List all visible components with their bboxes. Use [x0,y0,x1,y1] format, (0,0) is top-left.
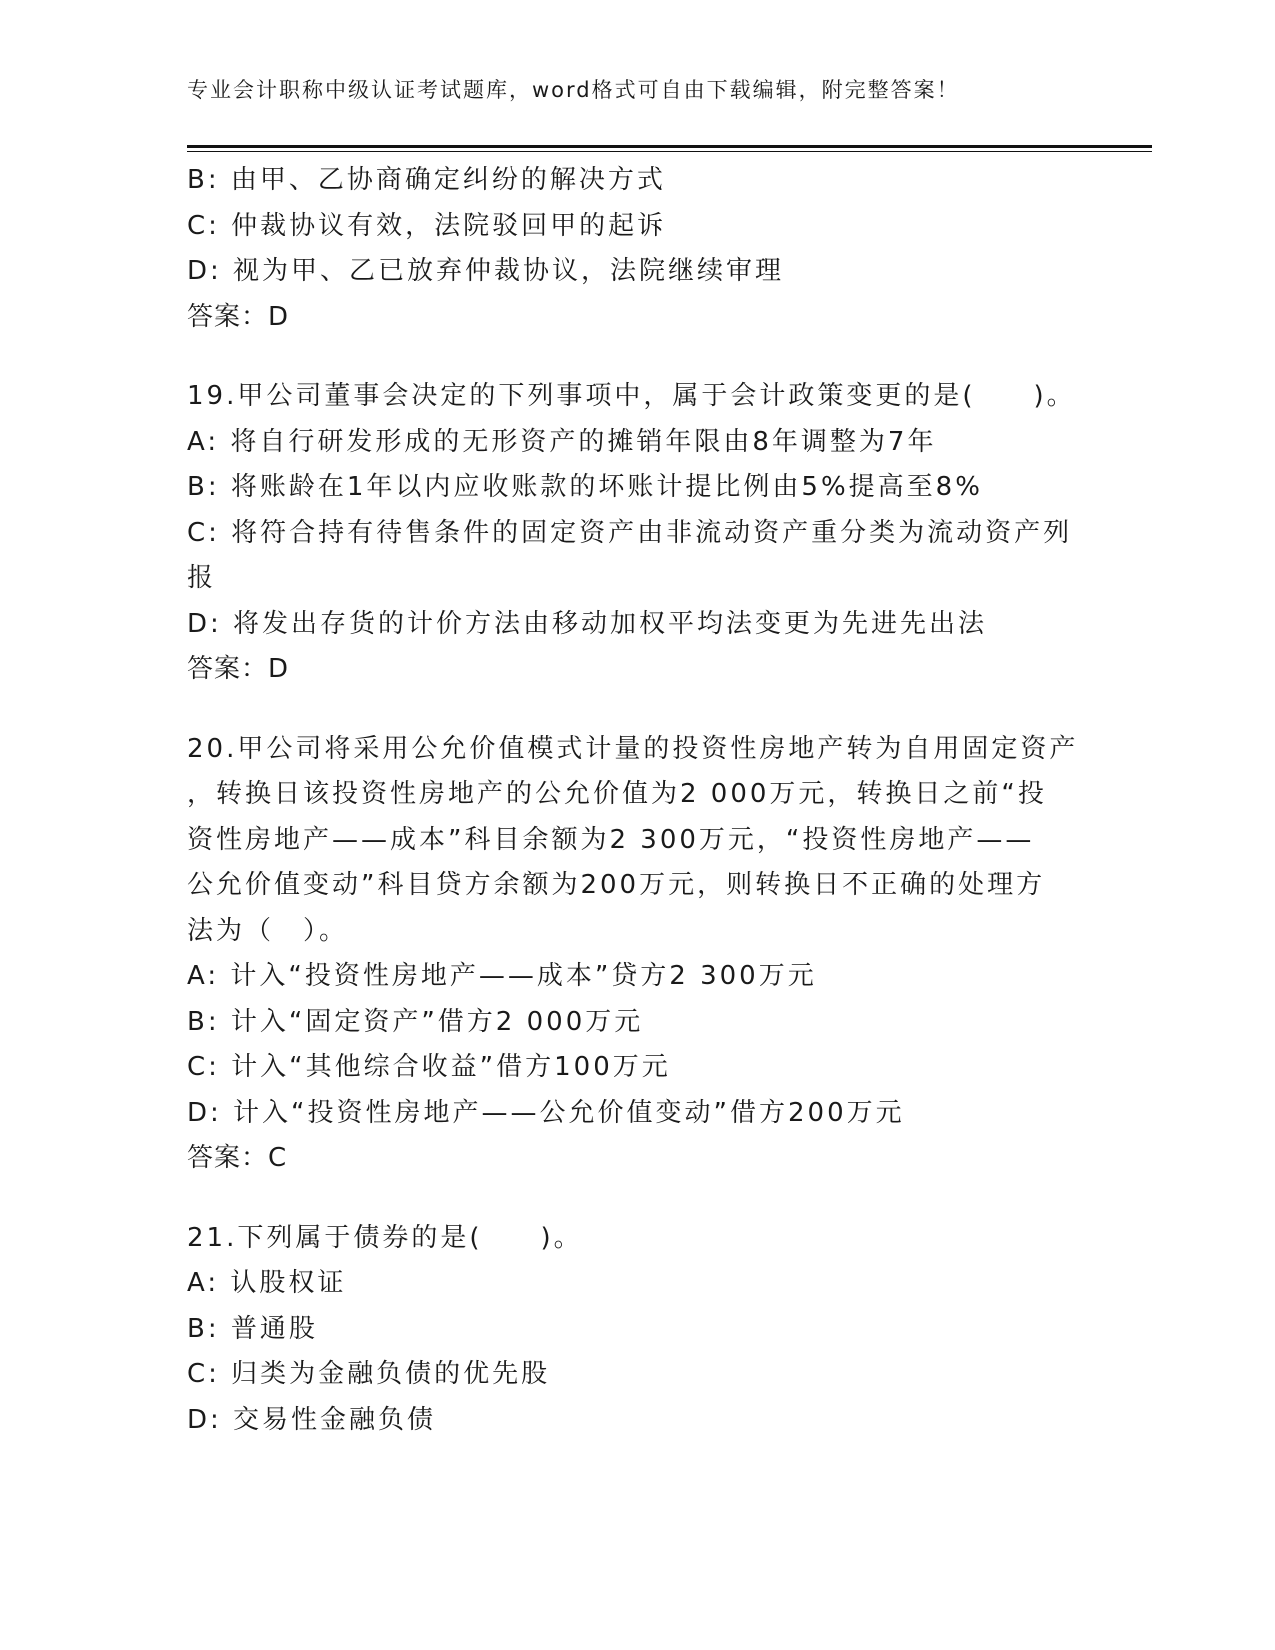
question-stem: 20.甲公司将采用公允价值模式计量的投资性房地产转为自用固定资产 [187,733,1079,764]
option-d: D: 交易性金融负债 [187,1404,437,1435]
option-a: A: 认股权证 [187,1268,347,1298]
option-a: A: 计入“投资性房地产——成本”贷方2 300万元 [187,961,817,991]
option-c: C: 计入“其他综合收益”借方100万元 [187,1052,671,1082]
option-d: D: 视为甲、乙已放弃仲裁协议，法院继续审理 [187,256,785,286]
option-c: C: 归类为金融负债的优先股 [187,1359,551,1389]
question-stem: 公允价值变动”科目贷方余额为200万元，则转换日不正确的处理方 [187,870,1046,900]
question-stem: 19.甲公司董事会决定的下列事项中，属于会计政策变更的是( )。 [187,381,1076,411]
option-b: B: 由甲、乙协商确定纠纷的解决方式 [187,165,666,195]
question-stem: ，转换日该投资性房地产的公允价值为2 000万元，转换日之前“投 [187,779,1047,809]
answer: 答案：D [187,654,290,684]
header-rule-thick [187,145,1152,148]
question-stem: 法为（ ）。 [187,915,349,946]
option-b: B: 计入“固定资产”借方2 000万元 [187,1006,644,1037]
option-b: B: 普通股 [187,1313,318,1344]
question-stem: 资性房地产——成本”科目余额为2 300万元，“投资性房地产—— [187,824,1035,855]
option-b: B: 将账龄在1年以内应收账款的坏账计提比例由5%提高至8% [187,472,983,502]
option-d: D: 将发出存货的计价方法由移动加权平均法变更为先进先出法 [187,608,988,639]
page-header: 专业会计职称中级认证考试题库，word格式可自由下载编辑，附完整答案！ [187,78,960,102]
answer: 答案：C [187,1143,288,1173]
header-rule-thin [187,151,1152,152]
option-c: C: 将符合持有待售条件的固定资产由非流动资产重分类为流动资产列 [187,517,1073,548]
option-c: C: 仲裁协议有效，法院驳回甲的起诉 [187,210,667,241]
option-d: D: 计入“投资性房地产——公允价值变动”借方200万元 [187,1097,905,1128]
option-c-continued: 报 [187,563,217,593]
question-content [187,158,1087,1443]
option-a: A: 将自行研发形成的无形资产的摊销年限由8年调整为7年 [187,426,937,457]
answer: 答案：D [187,301,290,332]
question-stem: 21.下列属于债券的是( )。 [187,1222,583,1253]
